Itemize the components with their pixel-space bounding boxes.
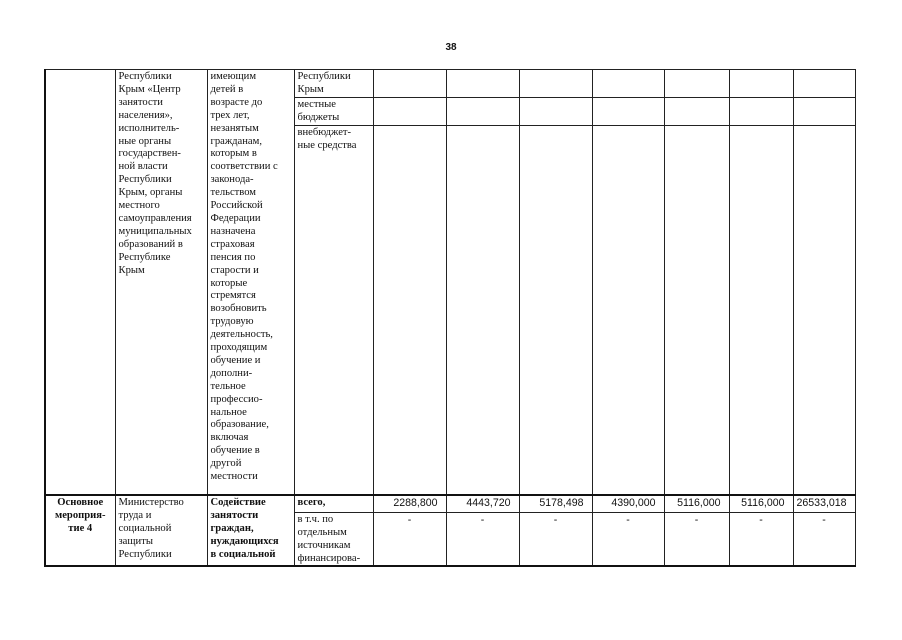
value-cell	[373, 98, 446, 126]
value-dash: -	[664, 512, 729, 566]
value-dash: -	[373, 512, 446, 566]
value-cell	[793, 98, 855, 126]
value-cell	[592, 70, 664, 98]
value-total-3: 5178,498	[519, 495, 592, 512]
value-cell	[373, 125, 446, 495]
value-cell	[519, 98, 592, 126]
value-cell	[729, 125, 793, 495]
page-number: 38	[445, 42, 457, 53]
event-label-cell	[45, 70, 115, 496]
value-cell	[664, 125, 729, 495]
value-cell	[592, 98, 664, 126]
value-total-sum: 26533,018	[793, 495, 855, 512]
value-cell	[446, 125, 519, 495]
main-event-label: Основное мероприя- тие 4	[45, 495, 115, 566]
source-incl-label: в т.ч. по отдельным источникам финансирова-	[294, 512, 373, 566]
main-event-executor: Министерство труда и социальной защиты Республики	[115, 495, 207, 566]
value-cell	[446, 98, 519, 126]
value-total-5: 5116,000	[664, 495, 729, 512]
value-total-2: 4443,720	[446, 495, 519, 512]
value-cell	[793, 70, 855, 98]
main-event-goal: Содействие занятости граждан, нуждающихся в социальной	[207, 495, 294, 566]
value-cell	[592, 125, 664, 495]
value-total-4: 4390,000	[592, 495, 664, 512]
value-dash: -	[793, 512, 855, 566]
value-dash: -	[519, 512, 592, 566]
value-cell	[519, 70, 592, 98]
value-cell	[729, 70, 793, 98]
value-cell	[793, 125, 855, 495]
value-cell	[664, 98, 729, 126]
value-cell	[729, 98, 793, 126]
source-label-local: местные бюджеты	[294, 98, 373, 126]
value-cell	[446, 70, 519, 98]
value-dash: -	[592, 512, 664, 566]
value-dash: -	[729, 512, 793, 566]
value-cell	[519, 125, 592, 495]
value-cell	[373, 70, 446, 98]
value-total-6: 5116,000	[729, 495, 793, 512]
source-label-extrabudget: внебюджет- ные средства	[294, 125, 373, 495]
source-total-label: всего,	[294, 495, 373, 512]
value-total-1: 2288,800	[373, 495, 446, 512]
value-cell	[664, 70, 729, 98]
value-dash: -	[446, 512, 519, 566]
goal-cell: имеющим детей в возрасте до трех лет, незанятым гражданам, которым в соответствии с законода- тельством Российской Федерации назначена страховая пенсия по старости и которые стремятся возобновить трудовую деятельность, проходящим обучение и дополни- тельное профессио- нальное образование, включая обучение в другой местности	[207, 70, 294, 496]
financing-table	[44, 69, 856, 567]
executor-cell: Республики Крым «Центр занятости населения», исполнитель- ные органы государствен- ной власти Республики Крым, органы местного самоуправления муниципальных образований в Республике Крым	[115, 70, 207, 496]
source-label-republic: Республики Крым	[294, 70, 373, 98]
